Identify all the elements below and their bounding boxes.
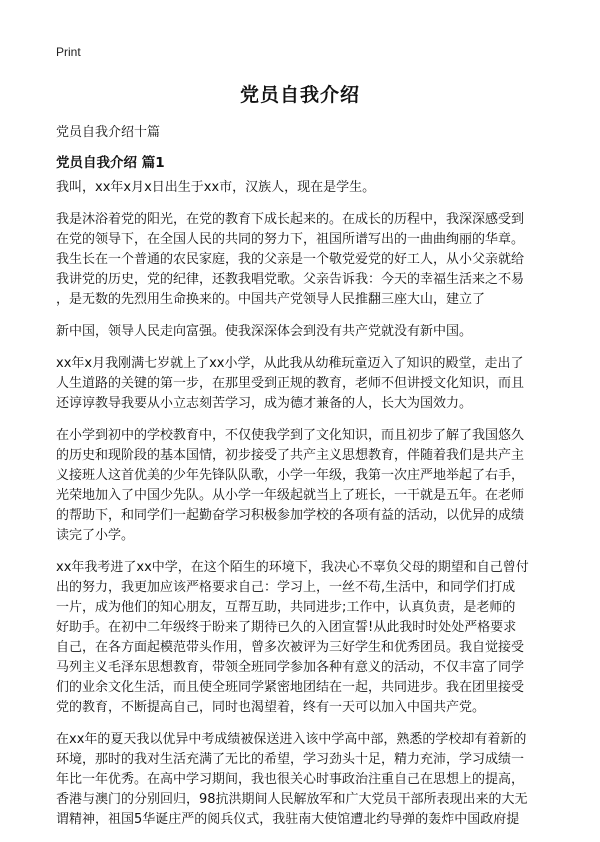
print-link[interactable]: Print [56,45,81,59]
paragraph: 我是沐浴着党的阳光，在党的教育下成长起来的。在成长的历程中，我深深感受到 在党的领导下，在全国人民的共同的努力下，祖国所谱写出的一曲曲绚丽的华章。 我生长在一个普通的农民家庭，我的父亲是一个敬党爱党的好工人，从小父亲就给 我讲党的历史，党的纪律，还教我唱党歌。父亲告诉我：今天的幸福生活来之不易 ，是无数的先烈用生命换来的。中国共产党领导人民推翻三座大山，建立了 [56,212,525,307]
paragraph: xx年x月我刚满七岁就上了xx小学，从此我从幼稚玩童迈入了知识的殿堂，走出了 人生道路的关键的第一步，在那里受到正规的教育，老师不但讲授文化知识，而且 还谆谆教导我要从小立志刻苦学习，成为德才兼备的人，长大为国效力。 [56,356,525,411]
paragraph: 我叫，xx年x月x日出生于xx市，汉族人，现在是学生。 [56,180,376,195]
paragraph: 在xx年的夏天我以优异中考成绩被保送进入该中学高中部，熟悉的学校却有着新的 环境，那时的我对生活充满了无比的希望，学习劲头十足，精力充沛，学习成绩一 年比一年优秀。在高中学习期间，我也很关心时事政治注重自己在思想上的提高， 香港与澳门的分别回归，98抗洪期间人民解放军和广大党员干部所表现出来的大无 谓精神，祖国5华诞庄严的阅兵仪式，我驻南大使馆遭北约导弹的轰炸中国政府提 [56,732,528,827]
document-body [56,178,548,842]
paragraph: 新中国，领导人民走向富强。使我深深体会到没有共产党就没有新中国。 [56,324,473,339]
paragraph: xx年我考进了xx中学，在这个陌生的环境下，我决心不辜负父母的期望和自己曾付 出的努力，我更加应该严格要求自己：学习上，一丝不苟,生活中，和同学们打成 一片，成为他们的知心朋友，互帮互助，共同进步;工作中，认真负责，是老师的 好助手。在初中二年级终于盼来了期待已久的入团宣誓!从此我时时处处严格要求 自己，在各方面起模范带头作用，曾多次被评为三好学生和优秀团员。我自觉接受 马列主义毛泽东思想教育，带领全班同学参加各种有意义的活动，不仅丰富了同学 们的业余文化生活，而且使全班同学紧密地团结在一起，共同进步。我在团里接受 党的教育，不断提高自己，同时也渴望着，终有一天可以加入中国共产党。 [56,560,529,715]
page-title: 党员自我介绍 [239,84,360,106]
paragraph: 在小学到初中的学校教育中，不仅使我学到了文化知识，而且初步了解了我国悠久 的历史和现阶段的基本国情，初步接受了共产主义思想教育，伴随着我们是共产主 义接班人这首优美的少年先锋队队歌，小学一年级，我第一次庄严地举起了右手， 光荣地加入了中国少先队。从小学一年级起就当上了班长，一干就是五年。在老师 的帮助下，和同学们一起勤奋学习积极参加学校的各项有益的活动，以优异的成绩 读完了小学。 [56,428,525,543]
document-subtitle: 党员自我介绍十篇 [56,125,161,140]
section-heading: 党员自我介绍 篇1 [56,155,165,171]
